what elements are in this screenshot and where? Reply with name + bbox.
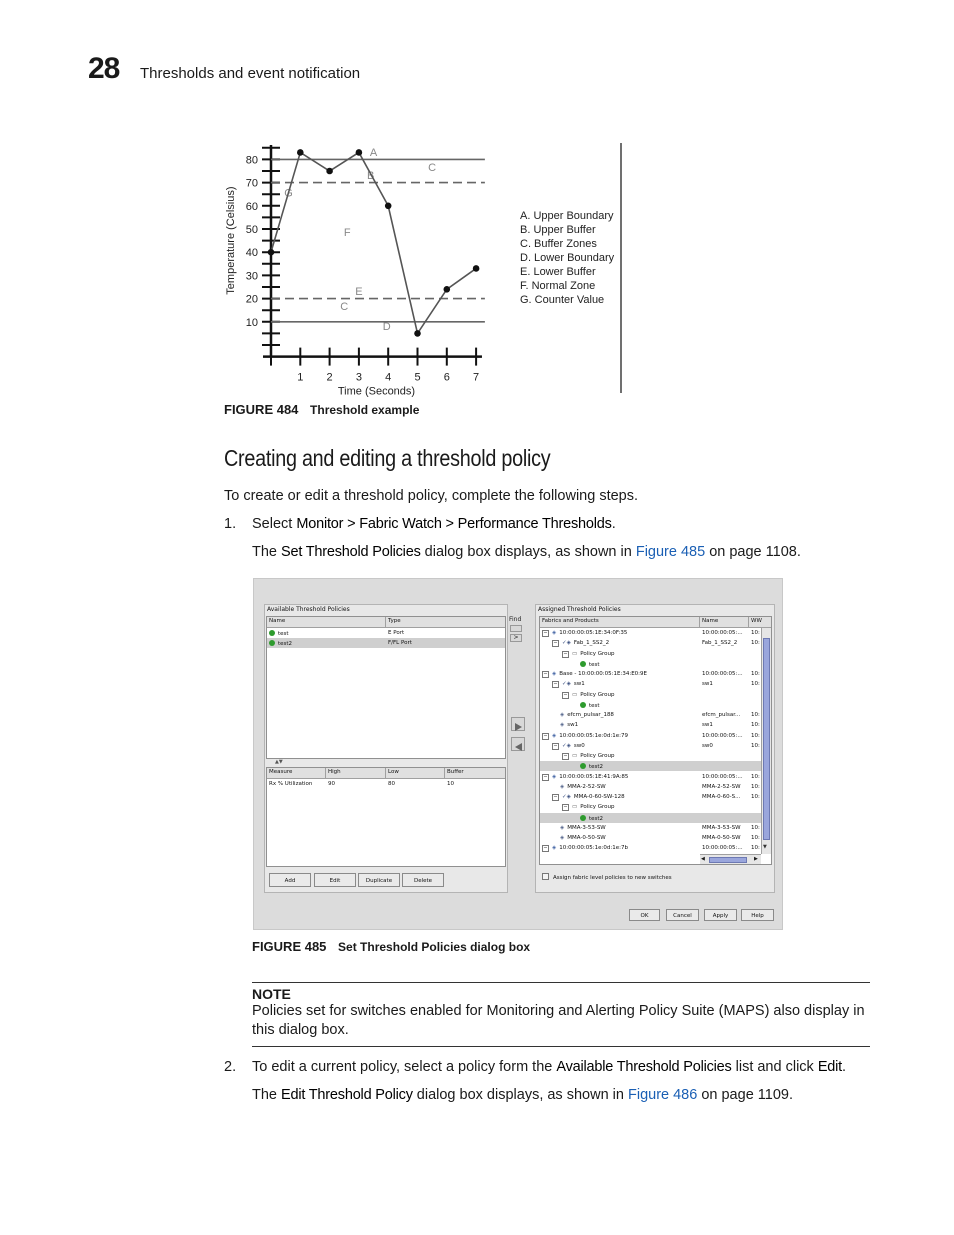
policy-group-icon: ▭ (572, 753, 578, 759)
measure-row[interactable] (267, 779, 505, 789)
tree-node-ww: 10: (751, 630, 760, 636)
tree-node-ww: 10: (751, 722, 760, 729)
legend-item: D. Lower Boundary (520, 252, 615, 264)
tree-node-name: MMA-0-50-SW (702, 835, 741, 841)
tree-node-label: Policy Group (580, 650, 615, 657)
measures-table (266, 767, 506, 867)
step-1-pre: Select (252, 516, 297, 532)
x-axis-label: Time (Seconds) (337, 385, 416, 398)
x-tick-label: 1 (297, 371, 304, 384)
chapter-title: Thresholds and event notification (140, 65, 361, 82)
step-2-result (252, 1086, 793, 1105)
tree-node-name: efcm_pulsar... (702, 712, 741, 718)
measure-low: 80 (388, 781, 395, 787)
step-2-result-pre: The (252, 1087, 282, 1103)
expand-toggle-icon[interactable]: − (563, 650, 568, 657)
legend-item: B. Upper Buffer (520, 224, 596, 236)
tree-node (572, 763, 603, 770)
expand-toggle-icon[interactable]: − (563, 691, 568, 698)
tree-node-label: Policy Group (580, 804, 615, 811)
y-tick-label: 80 (245, 154, 258, 167)
step-2-text (252, 1058, 846, 1077)
assigned-tree (540, 628, 761, 854)
add-button[interactable]: Add (269, 873, 311, 887)
col-buffer: Buffer (447, 769, 464, 775)
threshold-chart (210, 140, 630, 398)
tree-row-group[interactable] (540, 751, 761, 761)
tree-node-label: test (589, 661, 600, 668)
tree-node-label: MMA-3-53-SW (567, 824, 606, 831)
x-tick-label: 2 (326, 371, 333, 384)
fabric-icon: ◈ (552, 845, 557, 852)
device-icon: ◈ (560, 783, 565, 790)
scroll-down-icon[interactable]: ▼ (763, 844, 767, 850)
splitter-handle[interactable]: ▲▼ (275, 759, 283, 765)
device-icon: ◈ (560, 712, 565, 718)
tree-node-label: sw1 (567, 722, 579, 729)
expand-toggle-icon[interactable]: − (543, 845, 548, 852)
step-2-pre: To edit a current policy, select a policy form the (252, 1059, 557, 1075)
figure-486-link[interactable]: Figure 486 (627, 1087, 698, 1103)
tree-node (552, 640, 609, 647)
scroll-left-icon[interactable]: ◀ (701, 856, 705, 862)
tree-node (542, 671, 647, 678)
tree-node-label: 10:00:00:05:1E:41:9A:85 (559, 773, 629, 780)
tree-node-label: test (589, 702, 600, 709)
legend-item: F. Normal Zone (520, 280, 596, 292)
switch-icon: ✓◈ (562, 794, 571, 800)
policies-table (266, 616, 506, 759)
policy-icon (269, 640, 275, 646)
tree-row-fabric[interactable] (540, 628, 761, 638)
y-tick-label: 30 (245, 270, 258, 283)
measure-high: 90 (328, 781, 335, 787)
tree-node-name: MMA-0-60-S... (702, 794, 741, 800)
tree-row-switch[interactable] (540, 741, 761, 751)
expand-toggle-icon[interactable]: − (543, 773, 548, 780)
data-point (473, 265, 480, 272)
expand-toggle-icon[interactable]: − (563, 753, 568, 759)
tree-hscroll-thumb[interactable] (709, 857, 747, 863)
y-tick-label: 60 (245, 200, 258, 213)
step-1-result-post: on page 1108. (705, 544, 801, 560)
step-2-action: Edit (817, 1059, 843, 1075)
step-1-result-mid: dialog box displays, as shown in (420, 544, 636, 560)
policy-group-icon: ▭ (572, 691, 578, 698)
note-bottom-rule (252, 1046, 870, 1047)
tree-row-policy[interactable] (540, 700, 761, 710)
data-point (326, 168, 333, 175)
fabric-icon: ◈ (552, 732, 557, 739)
reference-label-d: D (382, 320, 391, 333)
tree-node-ww: 10: (751, 845, 760, 852)
tree-node-label: Policy Group (580, 691, 615, 698)
tree-node (572, 815, 603, 822)
col-name: Name (702, 618, 719, 624)
tree-node-label: test2 (589, 764, 604, 771)
tree-node-name: MMA-2-52-SW (702, 783, 741, 790)
step-1-result (252, 543, 801, 562)
intro-paragraph: To create or edit a threshold policy, complete the following steps. (224, 488, 639, 504)
tree-node-name: sw1 (702, 681, 713, 688)
x-tick-label: 7 (473, 371, 480, 384)
tree-node (562, 651, 615, 658)
tree-node-ww: 10: (751, 640, 760, 647)
tree-node-name: 10:00:00:05:... (702, 773, 743, 780)
tree-node-ww: 10: (751, 773, 760, 780)
tree-node (552, 794, 625, 801)
measures-table-header (267, 768, 505, 779)
device-icon: ◈ (560, 722, 565, 729)
assigned-policies-title: Assigned Threshold Policies (538, 606, 621, 613)
tree-row-fabric[interactable] (540, 772, 761, 782)
policy-icon (580, 763, 586, 769)
set-threshold-policies-dialog (253, 578, 783, 930)
note-title: NOTE (252, 986, 291, 1002)
reference-label-a: A (369, 146, 378, 159)
step-1-text (252, 515, 616, 534)
tree-node (562, 804, 615, 811)
tree-node-ww: 10: (751, 742, 760, 749)
tree-node (552, 681, 585, 688)
tree-node-name: sw1 (702, 722, 713, 729)
apply-button[interactable]: Apply (704, 909, 737, 921)
tree-node (552, 784, 606, 790)
tree-row-policy[interactable] (540, 659, 761, 669)
expand-toggle-icon[interactable]: − (553, 640, 558, 647)
step-2-mid: list and click (731, 1059, 818, 1075)
figure-485-link[interactable]: Figure 485 (635, 544, 706, 560)
step-2-post: . (842, 1059, 847, 1075)
expand-toggle-icon[interactable]: − (543, 630, 548, 636)
tree-node-name: MMA-3-53-SW (702, 824, 741, 831)
figure-484-label (224, 402, 419, 417)
legend-item: G. Counter Value (520, 294, 605, 306)
policy-group-icon: ▭ (572, 804, 578, 811)
data-point (414, 330, 421, 337)
policies-table-header (267, 617, 505, 628)
tree-node-ww: 10: (751, 783, 760, 790)
assigned-tree-header (540, 617, 771, 628)
figure-485-caption: Set Threshold Policies dialog box (338, 940, 531, 954)
region-label-f: F (343, 226, 351, 239)
step-1-result-pre: The (252, 544, 282, 560)
assign-new-switches-option[interactable] (542, 873, 672, 881)
cancel-button[interactable]: Cancel (666, 909, 699, 921)
tree-node-label: MMA-0-50-SW (567, 835, 606, 841)
assign-new-switches-checkbox[interactable] (542, 873, 549, 880)
data-point (297, 149, 304, 156)
col-name: Name (269, 618, 286, 624)
tree-row-fabric[interactable] (540, 731, 761, 741)
policy-group-icon: ▭ (572, 650, 578, 657)
legend-item: A. Upper Boundary (520, 210, 614, 222)
step-2-result-mid: dialog box displays, as shown in (412, 1087, 628, 1103)
assigned-policies-panel (535, 604, 775, 893)
switch-icon: ✓◈ (562, 640, 571, 647)
arrow-right-icon (512, 721, 524, 733)
step-2-result-dialog: Edit Threshold Policy (281, 1087, 413, 1103)
y-tick-label: 50 (245, 224, 258, 236)
note-text: Policies set for switches enabled for Monitoring and Alerting Policy Suite (MAPS) also display in this dialog box. (252, 1003, 865, 1038)
y-tick-label: 70 (245, 177, 258, 190)
tree-vertical-scrollbar[interactable] (761, 628, 771, 854)
chapter-number: 28 (88, 52, 120, 85)
tree-row-device[interactable] (540, 720, 761, 730)
fabric-icon: ◈ (552, 671, 557, 677)
expand-toggle-icon[interactable]: − (553, 742, 558, 749)
step-2-list-name: Available Threshold Policies (556, 1059, 732, 1075)
tree-node (562, 753, 615, 760)
reference-label-b: B (366, 170, 375, 183)
tree-node-name: 10:00:00:05:... (702, 845, 743, 852)
tree-node (542, 630, 627, 637)
policy-name: test (278, 631, 289, 637)
section-heading: Creating and editing a threshold policy (224, 445, 551, 471)
y-tick-label: 40 (245, 247, 258, 260)
tree-node (552, 743, 585, 750)
tree-row-policy[interactable] (540, 813, 761, 823)
scroll-right-icon[interactable]: ▶ (754, 856, 758, 862)
ok-button[interactable]: OK (629, 909, 660, 921)
tree-node-ww: 10: (751, 671, 760, 677)
tree-node (562, 692, 615, 699)
col-high: High (328, 769, 341, 775)
tree-row-policy[interactable] (540, 761, 761, 771)
tree-row-device[interactable] (540, 782, 761, 792)
tree-node (552, 825, 606, 831)
tree-row-device[interactable] (540, 823, 761, 833)
tree-horizontal-scrollbar[interactable] (700, 854, 761, 864)
measure-name: Rx % Utilization (269, 781, 313, 787)
tree-row-switch[interactable] (540, 679, 761, 689)
tree-node-name: 10:00:00:05:... (702, 630, 743, 636)
tree-node-label: Policy Group (580, 753, 615, 759)
tree-node-label: MMA-0-60-SW-128 (573, 794, 625, 800)
x-tick-label: 6 (443, 371, 450, 384)
tree-node-label: sw1 (573, 681, 585, 688)
expand-toggle-icon[interactable]: − (553, 794, 558, 800)
device-icon: ◈ (560, 824, 565, 831)
figure-485-label (252, 939, 530, 954)
y-tick-label: 10 (245, 316, 258, 329)
tree-node-label: efcm_pulsar_188 (567, 712, 614, 718)
duplicate-button[interactable]: Duplicate (358, 873, 400, 887)
policy-icon (580, 661, 586, 667)
y-axis-label: Temperature (Celsius) (225, 186, 237, 295)
find-next-button[interactable]: > (510, 634, 522, 642)
data-point (444, 286, 451, 293)
tree-row-device[interactable] (540, 833, 761, 843)
region-label-c: C (340, 301, 349, 314)
data-point (356, 149, 363, 156)
tree-node-ww: 10: (751, 712, 760, 718)
tree-node (542, 845, 628, 852)
tree-row-fabric[interactable] (540, 669, 761, 679)
tree-node-label: 10:00:00:05:1e:0d:1e:79 (559, 732, 628, 739)
note-top-rule (252, 982, 870, 983)
legend-item: E. Lower Buffer (520, 266, 596, 278)
tree-node (552, 835, 606, 841)
x-tick-label: 5 (414, 371, 421, 384)
expand-toggle-icon[interactable]: − (563, 804, 568, 811)
tree-node-label: 10:00:00:05:1E:34:0F:35 (559, 630, 628, 636)
col-low: Low (388, 769, 399, 775)
x-tick-label: 4 (385, 371, 392, 384)
policy-row-test2[interactable] (267, 638, 505, 648)
tree-row-switch[interactable] (540, 792, 761, 802)
tree-node-label: Fab_1_SS2_2 (573, 640, 610, 647)
policy-row-test[interactable] (267, 628, 505, 638)
tree-node-label: test2 (589, 815, 604, 822)
tree-node-ww: 10: (751, 824, 760, 831)
remove-left-button[interactable] (511, 737, 525, 751)
tree-node-name: 10:00:00:05:... (702, 732, 743, 739)
switch-icon: ✓◈ (562, 681, 571, 688)
expand-toggle-icon[interactable]: − (543, 732, 548, 739)
col-fabrics: Fabrics and Products (542, 618, 599, 624)
tree-row-switch[interactable] (540, 638, 761, 648)
fabric-icon: ◈ (552, 773, 557, 780)
tree-row-group[interactable] (540, 802, 761, 812)
find-label: Find (509, 616, 522, 623)
tree-node-name: Fab_1_SS2_2 (702, 640, 738, 647)
expand-toggle-icon[interactable]: − (553, 681, 558, 688)
temperature-line (271, 152, 476, 333)
arrow-left-icon (512, 741, 524, 753)
policy-name: test2 (278, 641, 293, 647)
tree-node-label: MMA-2-52-SW (567, 783, 606, 790)
tree-node-name: sw0 (702, 742, 713, 749)
tree-scroll-thumb[interactable] (763, 638, 770, 840)
device-icon: ◈ (560, 835, 565, 841)
tree-row-device[interactable] (540, 710, 761, 720)
measure-buffer: 10 (447, 781, 454, 787)
figure-484-caption: Threshold example (310, 403, 420, 417)
policy-icon (580, 815, 586, 821)
step-2-result-post: on page 1109. (697, 1087, 793, 1103)
tree-node-ww: 10: (751, 732, 760, 739)
col-ww: WW (751, 618, 762, 624)
tree-row-group[interactable] (540, 649, 761, 659)
tree-node (552, 712, 614, 718)
delete-button[interactable]: Delete (402, 873, 444, 887)
tree-node-ww: 10: (751, 681, 760, 688)
tree-node (552, 722, 578, 728)
policy-type: F/FL Port (388, 640, 412, 646)
policy-icon (269, 630, 275, 636)
data-point (385, 203, 392, 210)
tree-node-label: sw0 (573, 742, 585, 749)
region-label-g: G (284, 187, 293, 200)
tree-node-label: Base - 10:00:00:05:1E:34:E0:9E (559, 671, 647, 677)
legend-item: C. Buffer Zones (520, 238, 597, 250)
y-tick-label: 20 (245, 293, 258, 306)
step-1-number: 1. (224, 516, 237, 532)
policy-icon (580, 702, 586, 708)
tree-node-ww: 10: (751, 835, 760, 841)
tree-node (542, 733, 628, 740)
step-1-result-dialog: Set Threshold Policies (281, 544, 421, 560)
x-tick-label: 3 (355, 371, 362, 384)
policy-type: E Port (388, 630, 405, 636)
col-measure: Measure (269, 769, 293, 775)
tree-node-label: 10:00:00:05:1e:0d:1e:7b (559, 845, 628, 852)
edit-button[interactable]: Edit (314, 873, 356, 887)
find-up-button[interactable] (510, 625, 522, 632)
step-1-menu-path: Monitor > Fabric Watch > Performance Thresholds (296, 516, 612, 532)
tree-row-fabric[interactable] (540, 843, 761, 853)
tree-row-group[interactable] (540, 690, 761, 700)
available-policies-title: Available Threshold Policies (267, 606, 350, 613)
data-point (268, 249, 275, 256)
tree-node-name: 10:00:00:05:... (702, 671, 743, 677)
region-label-c: C (428, 162, 437, 174)
figure-484-number: FIGURE 484 (224, 402, 299, 417)
tree-node-ww: 10: (751, 794, 760, 800)
switch-icon: ✓◈ (562, 742, 571, 749)
assign-new-switches-label: Assign fabric level policies to new switches (553, 875, 672, 881)
expand-toggle-icon[interactable]: − (543, 671, 548, 677)
help-button[interactable]: Help (741, 909, 774, 921)
tree-node (572, 661, 600, 668)
step-2-number: 2. (224, 1059, 237, 1075)
reference-label-e: E (355, 286, 363, 299)
assign-right-button[interactable] (511, 717, 525, 731)
assigned-tree-table (539, 616, 772, 865)
tree-node (542, 774, 628, 781)
tree-node (572, 702, 600, 709)
step-1-post: . (611, 516, 616, 532)
col-type: Type (388, 618, 401, 624)
available-policies-panel (264, 604, 508, 893)
figure-485-number: FIGURE 485 (252, 939, 327, 954)
fabric-icon: ◈ (552, 630, 557, 636)
